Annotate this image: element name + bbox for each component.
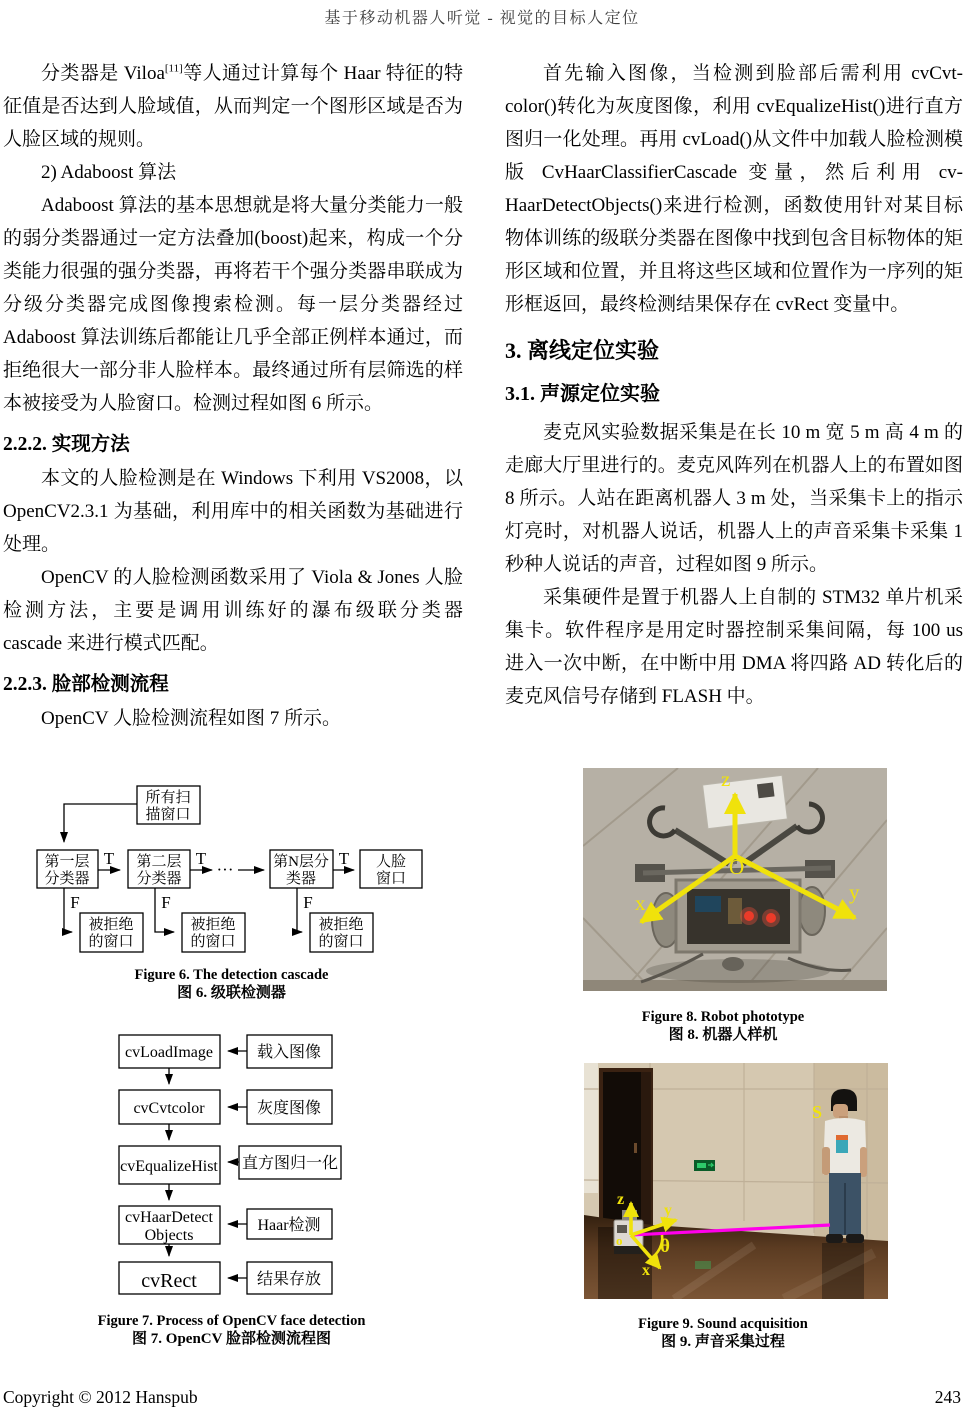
- paragraph-hardware: 采集硬件是置于机器人上自制的 STM32 单片机采集卡。软件程序是用定时器控制采集间隔，每 100 us 进入一次中断，在中断中用 DMA 将四路 AD 转化后的麦克风信号存储到 FLASH 中。: [505, 587, 963, 707]
- figure6-caption-zh: 图 6. 级联检测器: [177, 985, 286, 1001]
- paragraph-adaboost-title: 2) Adaboost 算法: [41, 162, 177, 183]
- fig7-func-cvhaardetect: cvHaarDetect: [125, 1209, 213, 1226]
- fig6-accept-line1: 人脸: [375, 854, 407, 870]
- figure7-caption: [0, 1312, 463, 1348]
- paragraph-mic-experiment: 麦克风实验数据采集是在长 10 m 宽 5 m 高 4 m 的走廊大厅里进行的。麦克风阵列在机器人上的布置如图 8 所示。人站在距离机器人 3 m 处，当采集卡上的指示灯亮时，对机器人说话，机器人上的声音采集卡采集 1 秒种人说话的声音，过程如图 9 所示。: [505, 422, 963, 575]
- fig7-desc-hist: 直方图归一化: [241, 1155, 339, 1172]
- left-column: [3, 57, 463, 735]
- fig6-reject2-line2: 的窗口: [190, 934, 236, 950]
- fig6-stage2-line1: 第二层: [136, 854, 182, 870]
- para1-rest: 等人通过计算每个 Haar 特征的特征值是否达到人脸域值，从而判定一个图形区域是否为人脸区域的规则。: [3, 63, 463, 150]
- figure9-caption-zh: 图 9. 声音采集过程: [661, 1334, 785, 1350]
- fig6-stage1-line1: 第一层: [44, 854, 90, 870]
- fig7-func-cvrect: cvRect: [141, 1270, 197, 1292]
- heading-2-2-2: 2.2.2. 实现方法: [3, 434, 130, 455]
- right-column: [505, 57, 963, 713]
- footer-copyright: Copyright © 2012 Hanspub: [3, 1387, 198, 1407]
- paragraph-procedure: 首先输入图像，当检测到脸部后需利用 cvCvt-color()转化为灰度图像，利用 cvEqualizeHist()进行直方图归一化处理。再用 cvLoad()从文件中加载人脸检测模版 CvHaarClassifierCascade 变量，然后利用 cv-HaarDetectObjects()来进行检测，函数使用针对某目标物体训练的级联分类器在图像中找到包含目标物体的矩形区域和位置，并且将这些区域和位置作为一序列的矩形框返回，最终检测结果保存在 cvRect 变量中。: [505, 63, 963, 315]
- fig7-desc-load: 载入图像: [256, 1044, 322, 1061]
- fig8-y-label: y: [849, 880, 860, 904]
- fig7-func-cvloadimage: cvLoadImage: [125, 1044, 213, 1061]
- figure9-photo: [584, 1063, 888, 1304]
- figure7-caption-en: Figure 7. Process of OpenCV face detection: [97, 1313, 366, 1329]
- fig6-stage1-line2: 分类器: [44, 871, 90, 887]
- fig6-t2: T: [195, 849, 207, 868]
- fig6-f1: F: [70, 893, 80, 912]
- fig8-z-label: z: [721, 768, 731, 791]
- fig6-reject1-line2: 的窗口: [88, 934, 134, 950]
- figure9-caption-en: Figure 9. Sound acquisition: [638, 1316, 808, 1332]
- fig7-desc-gray: 灰度图像: [256, 1100, 322, 1117]
- heading-2-2-3: 2.2.3. 脸部检测流程: [3, 674, 169, 695]
- fig9-s-label: S: [812, 1102, 823, 1122]
- heading-3: 3. 离线定位实验: [505, 338, 660, 363]
- figure7-flowchart: [100, 1030, 360, 1303]
- paragraph-classifier: [3, 57, 463, 156]
- figure8-canvas: [583, 768, 887, 991]
- fig6-stageN-line1: 第N层分: [273, 854, 329, 870]
- fig6-scan-windows-line1: 所有扫: [145, 790, 191, 806]
- paragraph-adaboost: Adaboost 算法的基本思想就是将大量分类能力一般的弱分类器通过一定方法叠加(boost)起来，构成一个分类能力很强的强分类器，再将若干个强分类器串联成为分级分类器完成图像搜索检测。每一层分类器经过 Adaboost 算法训练后都能让几乎全部正例样本通过，而拒绝很大一部分非人脸样本。最终通过所有层筛选的样本被接受为人脸窗口。检测过程如图 6 所示。: [3, 195, 463, 414]
- fig7-func-cvequalizehist: cvEqualizeHist: [120, 1158, 218, 1175]
- fig9-z-label: z: [617, 1191, 625, 1208]
- fig9-o-label: o: [616, 1233, 623, 1248]
- fig6-scan-windows-line2: 描窗口: [145, 807, 191, 823]
- fig6-stageN-line2: 类器: [285, 871, 317, 887]
- citation-11: [11]: [164, 62, 183, 75]
- fig7-desc-haar: Haar检测: [257, 1217, 321, 1234]
- figure7-canvas: [100, 1030, 360, 1298]
- fig7-func-cvcvtcolor: cvCvtcolor: [133, 1100, 205, 1117]
- figure8-caption-zh: 图 8. 机器人样机: [668, 1027, 778, 1043]
- paragraph-opencv-func: OpenCV 的人脸检测函数采用了 Viola & Jones 人脸检测方法，主要是调用训练好的瀑布级联分类器 cascade 来进行模式匹配。: [3, 567, 463, 654]
- fig8-o-label: O: [729, 855, 745, 879]
- figure8-photo: [583, 768, 887, 996]
- paragraph-flow-intro: OpenCV 人脸检测流程如图 7 所示。: [41, 708, 341, 729]
- fig6-f3: F: [303, 893, 313, 912]
- figure6-caption-en: Figure 6. The detection cascade: [134, 967, 329, 983]
- footer-page-number: 243: [934, 1387, 961, 1407]
- figure7-caption-zh: 图 7. OpenCV 脸部检测流程图: [132, 1331, 331, 1347]
- fig9-exit-sign: [694, 1160, 715, 1171]
- figure8-caption: [482, 1008, 964, 1044]
- figure9-canvas: [584, 1063, 888, 1299]
- fig9-door: [599, 1068, 653, 1230]
- fig6-t3: T: [338, 849, 350, 868]
- fig7-labels: [120, 1043, 338, 1292]
- para1-prefix: 分类器是 Viloa: [41, 63, 165, 84]
- figure9-caption: [482, 1315, 964, 1351]
- fig6-f2: F: [161, 893, 171, 912]
- figure6-caption: [0, 966, 463, 1002]
- fig9-pillar: [584, 1063, 598, 1193]
- fig9-y-label: y: [664, 1202, 672, 1219]
- figure6-canvas: [20, 782, 460, 958]
- page-header: 基于移动机器人听觉 - 视觉的目标人定位: [324, 10, 640, 27]
- fig6-reject2-line1: 被拒绝: [190, 917, 236, 933]
- fig6-accept-line2: 窗口: [375, 871, 407, 887]
- fig6-stage2-line2: 分类器: [136, 871, 182, 887]
- fig9-theta-label: θ: [660, 1236, 670, 1257]
- paragraph-implementation: 本文的人脸检测是在 Windows 下利用 VS2008，以 OpenCV2.3.1 为基础，利用库中的相关函数为基础进行处理。: [3, 468, 463, 555]
- fig6-ellipsis: ···: [216, 860, 234, 879]
- fig7-func-objects: Objects: [144, 1227, 194, 1244]
- fig7-desc-result: 结果存放: [256, 1271, 322, 1288]
- fig6-reject1-line1: 被拒绝: [88, 917, 134, 933]
- figure6-flowchart: [20, 782, 460, 963]
- fig8-x-label: x: [635, 891, 646, 915]
- figure8-caption-en: Figure 8. Robot phototype: [641, 1009, 805, 1025]
- fig6-reject3-line2: 的窗口: [318, 934, 364, 950]
- heading-3-1: 3.1. 声源定位实验: [505, 383, 660, 405]
- fig6-t1: T: [103, 849, 115, 868]
- fig6-reject3-line1: 被拒绝: [318, 917, 364, 933]
- fig9-x-label: x: [642, 1262, 650, 1279]
